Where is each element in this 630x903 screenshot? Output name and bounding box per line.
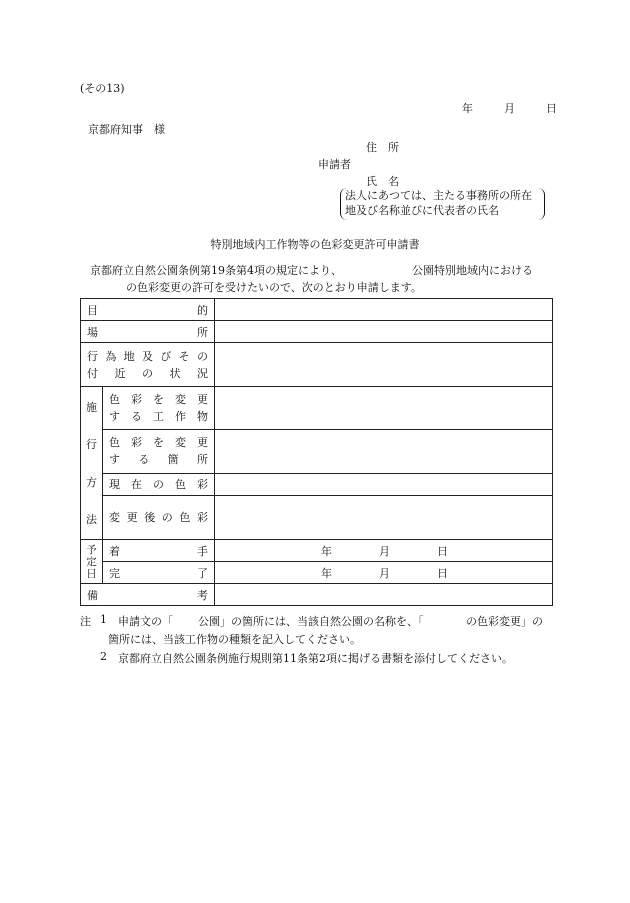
- structure-char: 彩: [131, 393, 142, 407]
- surroundings-char: 及: [141, 349, 153, 363]
- application-table: [80, 298, 553, 606]
- corporate-note: [340, 188, 545, 220]
- place-char: 変: [175, 436, 186, 450]
- structure-char: を: [153, 393, 164, 407]
- method-char: 法: [86, 513, 97, 527]
- place-char: す: [109, 453, 120, 467]
- row-method-place: [81, 430, 553, 473]
- method-vertical-label: [81, 387, 103, 540]
- structure-field[interactable]: [215, 387, 553, 430]
- method-char: 行: [86, 438, 97, 452]
- schedule-char: 日: [86, 567, 97, 580]
- current-color-char: の: [153, 478, 164, 492]
- purpose-char: 的: [197, 303, 208, 317]
- surroundings-char: の: [196, 349, 208, 363]
- structure-char: 色: [109, 393, 120, 407]
- surroundings-char: そ: [178, 349, 190, 363]
- place-char: 更: [197, 436, 208, 450]
- current-color-label: [103, 473, 215, 495]
- note1-part3: の色彩変更」の: [466, 615, 543, 628]
- location-char: 場: [87, 325, 98, 339]
- new-color-char: 後: [144, 511, 156, 525]
- remarks-char: 備: [87, 588, 98, 602]
- note1-part1: 申請文の「: [118, 615, 173, 628]
- place-char: を: [153, 436, 164, 450]
- structure-char: 更: [197, 393, 208, 407]
- surroundings-char: 行: [87, 349, 98, 363]
- date-line: [462, 100, 557, 116]
- row-surroundings: [81, 343, 553, 387]
- month-unit: 月: [504, 102, 515, 115]
- structure-char: 作: [175, 410, 186, 424]
- body-line1-part2: 公園特別地域内における: [412, 264, 533, 277]
- month-unit: 月: [379, 566, 390, 580]
- place-char: 箇: [167, 453, 179, 467]
- start-label: [103, 540, 215, 562]
- row-current-color: [81, 473, 553, 495]
- row-remarks: [81, 584, 553, 606]
- method-char: 施: [86, 400, 97, 414]
- remarks-field[interactable]: [215, 584, 553, 606]
- finish-date-field[interactable]: [215, 562, 553, 584]
- place-label: [103, 430, 215, 473]
- surroundings-char: 近: [114, 366, 126, 380]
- new-color-char: 変: [109, 511, 120, 525]
- day-unit: 日: [437, 544, 448, 558]
- new-color-field[interactable]: [215, 495, 553, 539]
- start-char: 着: [109, 544, 120, 558]
- month-unit: 月: [379, 544, 390, 558]
- schedule-vertical-label: [81, 540, 103, 584]
- finish-char: 了: [197, 566, 208, 580]
- finish-char: 完: [109, 566, 120, 580]
- form-number: (その13): [80, 82, 125, 95]
- surroundings-char: 地: [123, 349, 135, 363]
- current-color-field[interactable]: [215, 473, 553, 495]
- purpose-field[interactable]: [215, 299, 553, 321]
- structure-char: 工: [153, 410, 164, 424]
- purpose-char: 目: [87, 303, 98, 317]
- corporate-note-line1: 法人にあつては、主たる事務所の所在: [345, 189, 532, 202]
- year-unit: 年: [321, 544, 332, 558]
- purpose-label: [81, 299, 215, 321]
- place-field[interactable]: [215, 430, 553, 473]
- note1-line2: 箇所には、当該工作物の種類を記入してください。: [108, 633, 361, 646]
- place-char: 所: [196, 453, 208, 467]
- location-label: [81, 321, 215, 343]
- name-label: 氏 名: [366, 175, 399, 188]
- applicant-label: 申請者: [318, 158, 351, 171]
- current-color-char: 色: [175, 478, 186, 492]
- surroundings-char: 状: [169, 366, 181, 380]
- surroundings-char: 為: [105, 349, 117, 363]
- remarks-char: 考: [197, 588, 208, 602]
- note2-number: 2: [100, 650, 107, 663]
- day-unit: 日: [437, 566, 448, 580]
- row-schedule-start: [81, 540, 553, 562]
- current-color-char: 彩: [197, 478, 208, 492]
- note1-part2: 公園」の箇所には、当該自然公園の名称を、「: [198, 615, 424, 628]
- new-color-char: 色: [179, 511, 191, 525]
- address-label: 住 所: [366, 141, 399, 154]
- addressee: 京都府知事 様: [88, 123, 165, 136]
- body-line1-part1: 京都府立自然公園条例第19条第4項の規定により、: [90, 264, 342, 277]
- note1-number: 1: [100, 613, 107, 626]
- place-char: 彩: [131, 436, 142, 450]
- finish-label: [103, 562, 215, 584]
- place-char: る: [138, 453, 150, 467]
- location-field[interactable]: [215, 321, 553, 343]
- new-color-char: 更: [126, 511, 138, 525]
- structure-label: [103, 387, 215, 430]
- structure-char: す: [109, 410, 120, 424]
- row-method-structure: [81, 387, 553, 430]
- notes-label: 注: [80, 615, 91, 628]
- year-unit: 年: [462, 102, 473, 115]
- structure-char: 物: [197, 410, 208, 424]
- place-char: 色: [109, 436, 120, 450]
- surroundings-char: 況: [197, 366, 208, 380]
- structure-char: 変: [175, 393, 186, 407]
- current-color-char: 現: [109, 478, 120, 492]
- body-line2: の色彩変更の許可を受けたいので、次のとおり申請します。: [126, 281, 422, 294]
- method-char: 方: [86, 475, 97, 489]
- surroundings-char: の: [142, 366, 153, 380]
- location-char: 所: [197, 325, 208, 339]
- surroundings-char: び: [160, 349, 172, 363]
- new-color-char: 彩: [196, 511, 208, 525]
- row-schedule-finish: [81, 562, 553, 584]
- row-new-color: [81, 495, 553, 539]
- surroundings-field[interactable]: [215, 343, 553, 387]
- new-color-label: [103, 495, 215, 539]
- schedule-char: 予: [86, 543, 97, 556]
- year-unit: 年: [321, 566, 332, 580]
- row-purpose: [81, 299, 553, 321]
- row-location: [81, 321, 553, 343]
- day-unit: 日: [546, 102, 557, 115]
- surroundings-label: [81, 343, 215, 387]
- corporate-note-line2: 地及び名称並びに代表者の氏名: [345, 204, 499, 217]
- start-char: 手: [197, 544, 208, 558]
- surroundings-char: 付: [87, 366, 98, 380]
- start-date-field[interactable]: [215, 540, 553, 562]
- note2-text: 京都府立自然公園条例施行規則第11条第2項に掲げる書類を添付してください。: [118, 652, 513, 665]
- schedule-char: 定: [86, 555, 97, 568]
- current-color-char: 在: [131, 478, 142, 492]
- structure-char: る: [131, 410, 142, 424]
- remarks-label: [81, 584, 215, 606]
- new-color-char: の: [161, 511, 173, 525]
- document-title: 特別地域内工作物等の色彩変更許可申請書: [210, 238, 420, 251]
